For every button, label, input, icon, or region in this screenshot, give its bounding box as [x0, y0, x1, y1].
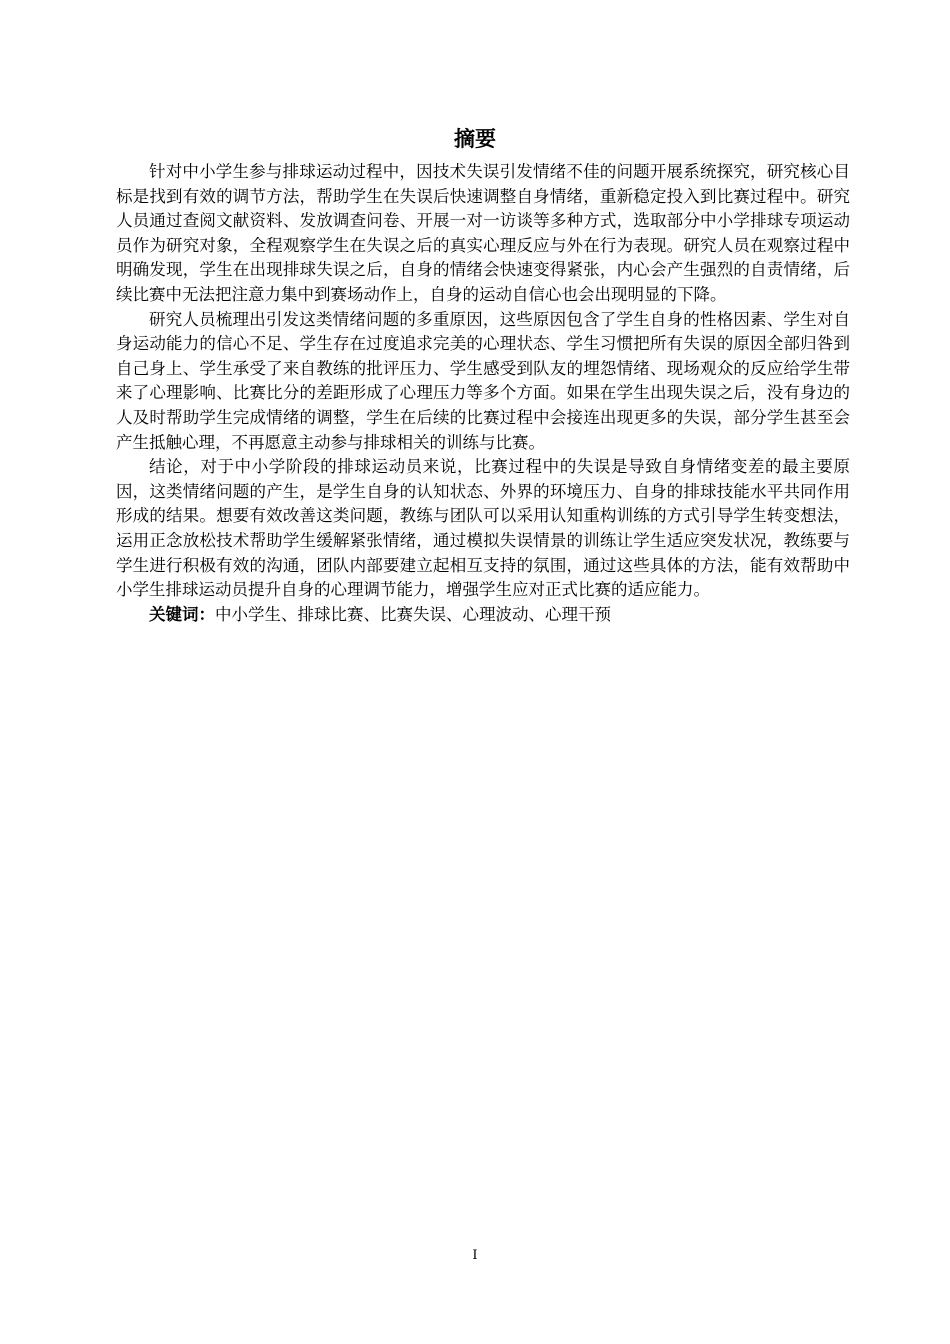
- abstract-paragraph-3: 结论，对于中小学阶段的排球运动员来说，比赛过程中的失误是导致自身情绪变差的最主要原因，这类情绪问题的产生，是学生自身的认知状态、外界的环境压力、自身的排球技能水平共同作用形成的结果。想要有效改善这类问题，教练与团队可以采用认知重构训练的方式引导学生转变想法，运用正念放松技术帮助学生缓解紧张情绪，通过模拟失误情景的训练让学生适应突发状况，教练要与学生进行积极有效的沟通，团队内部要建立起相互支持的氛围，通过这些具体的方法，能有效帮助中小学生排球运动员提升自身的心理调节能力，增强学生应对正式比赛的适应能力。: [116, 457, 850, 600]
- abstract-paragraph-2: 研究人员梳理出引发这类情绪问题的多重原因，这些原因包含了学生自身的性格因素、学生对自身运动能力的信心不足、学生存在过度追求完美的心理状态、学生习惯把所有失误的原因全部归咎到自己身上、学生承受了来自教练的批评压力、学生感受到队友的埋怨情绪、现场观众的反应给学生带来了心理影响、比赛比分的差距形成了心理压力等多个方面。如果在学生出现失误之后，没有身边的人及时帮助学生完成情绪的调整，学生在后续的比赛过程中会接连出现更多的失误，部分学生甚至会产生抵触心理，不再愿意主动参与排球相关的训练与比赛。: [116, 309, 850, 452]
- keywords-list: 中小学生、排球比赛、比赛失误、心理波动、心理干预: [215, 604, 611, 624]
- page-number: I: [472, 1248, 478, 1263]
- abstract-paragraph-1: 针对中小学生参与排球运动过程中，因技术失误引发情绪不佳的问题开展系统探究，研究核心目标是找到有效的调节方法，帮助学生在失误后快速调整自身情绪，重新稳定投入到比赛过程中。研究人员通过查阅文献资料、发放调查问卷、开展一对一访谈等多种方式，选取部分中小学排球专项运动员作为研究对象，全程观察学生在失误之后的真实心理反应与外在行为表现。研究人员在观察过程中明确发现，学生在出现排球失误之后，自身的情绪会快速变得紧张，内心会产生强烈的自责情绪，后续比赛中无法把注意力集中到赛场动作上，自身的运动自信心也会出现明显的下降。: [116, 162, 850, 304]
- keywords-line: [116, 603, 850, 628]
- abstract-title: 摘要: [454, 127, 496, 151]
- abstract-body: [116, 160, 850, 627]
- keywords-label: 关键词：: [149, 604, 215, 624]
